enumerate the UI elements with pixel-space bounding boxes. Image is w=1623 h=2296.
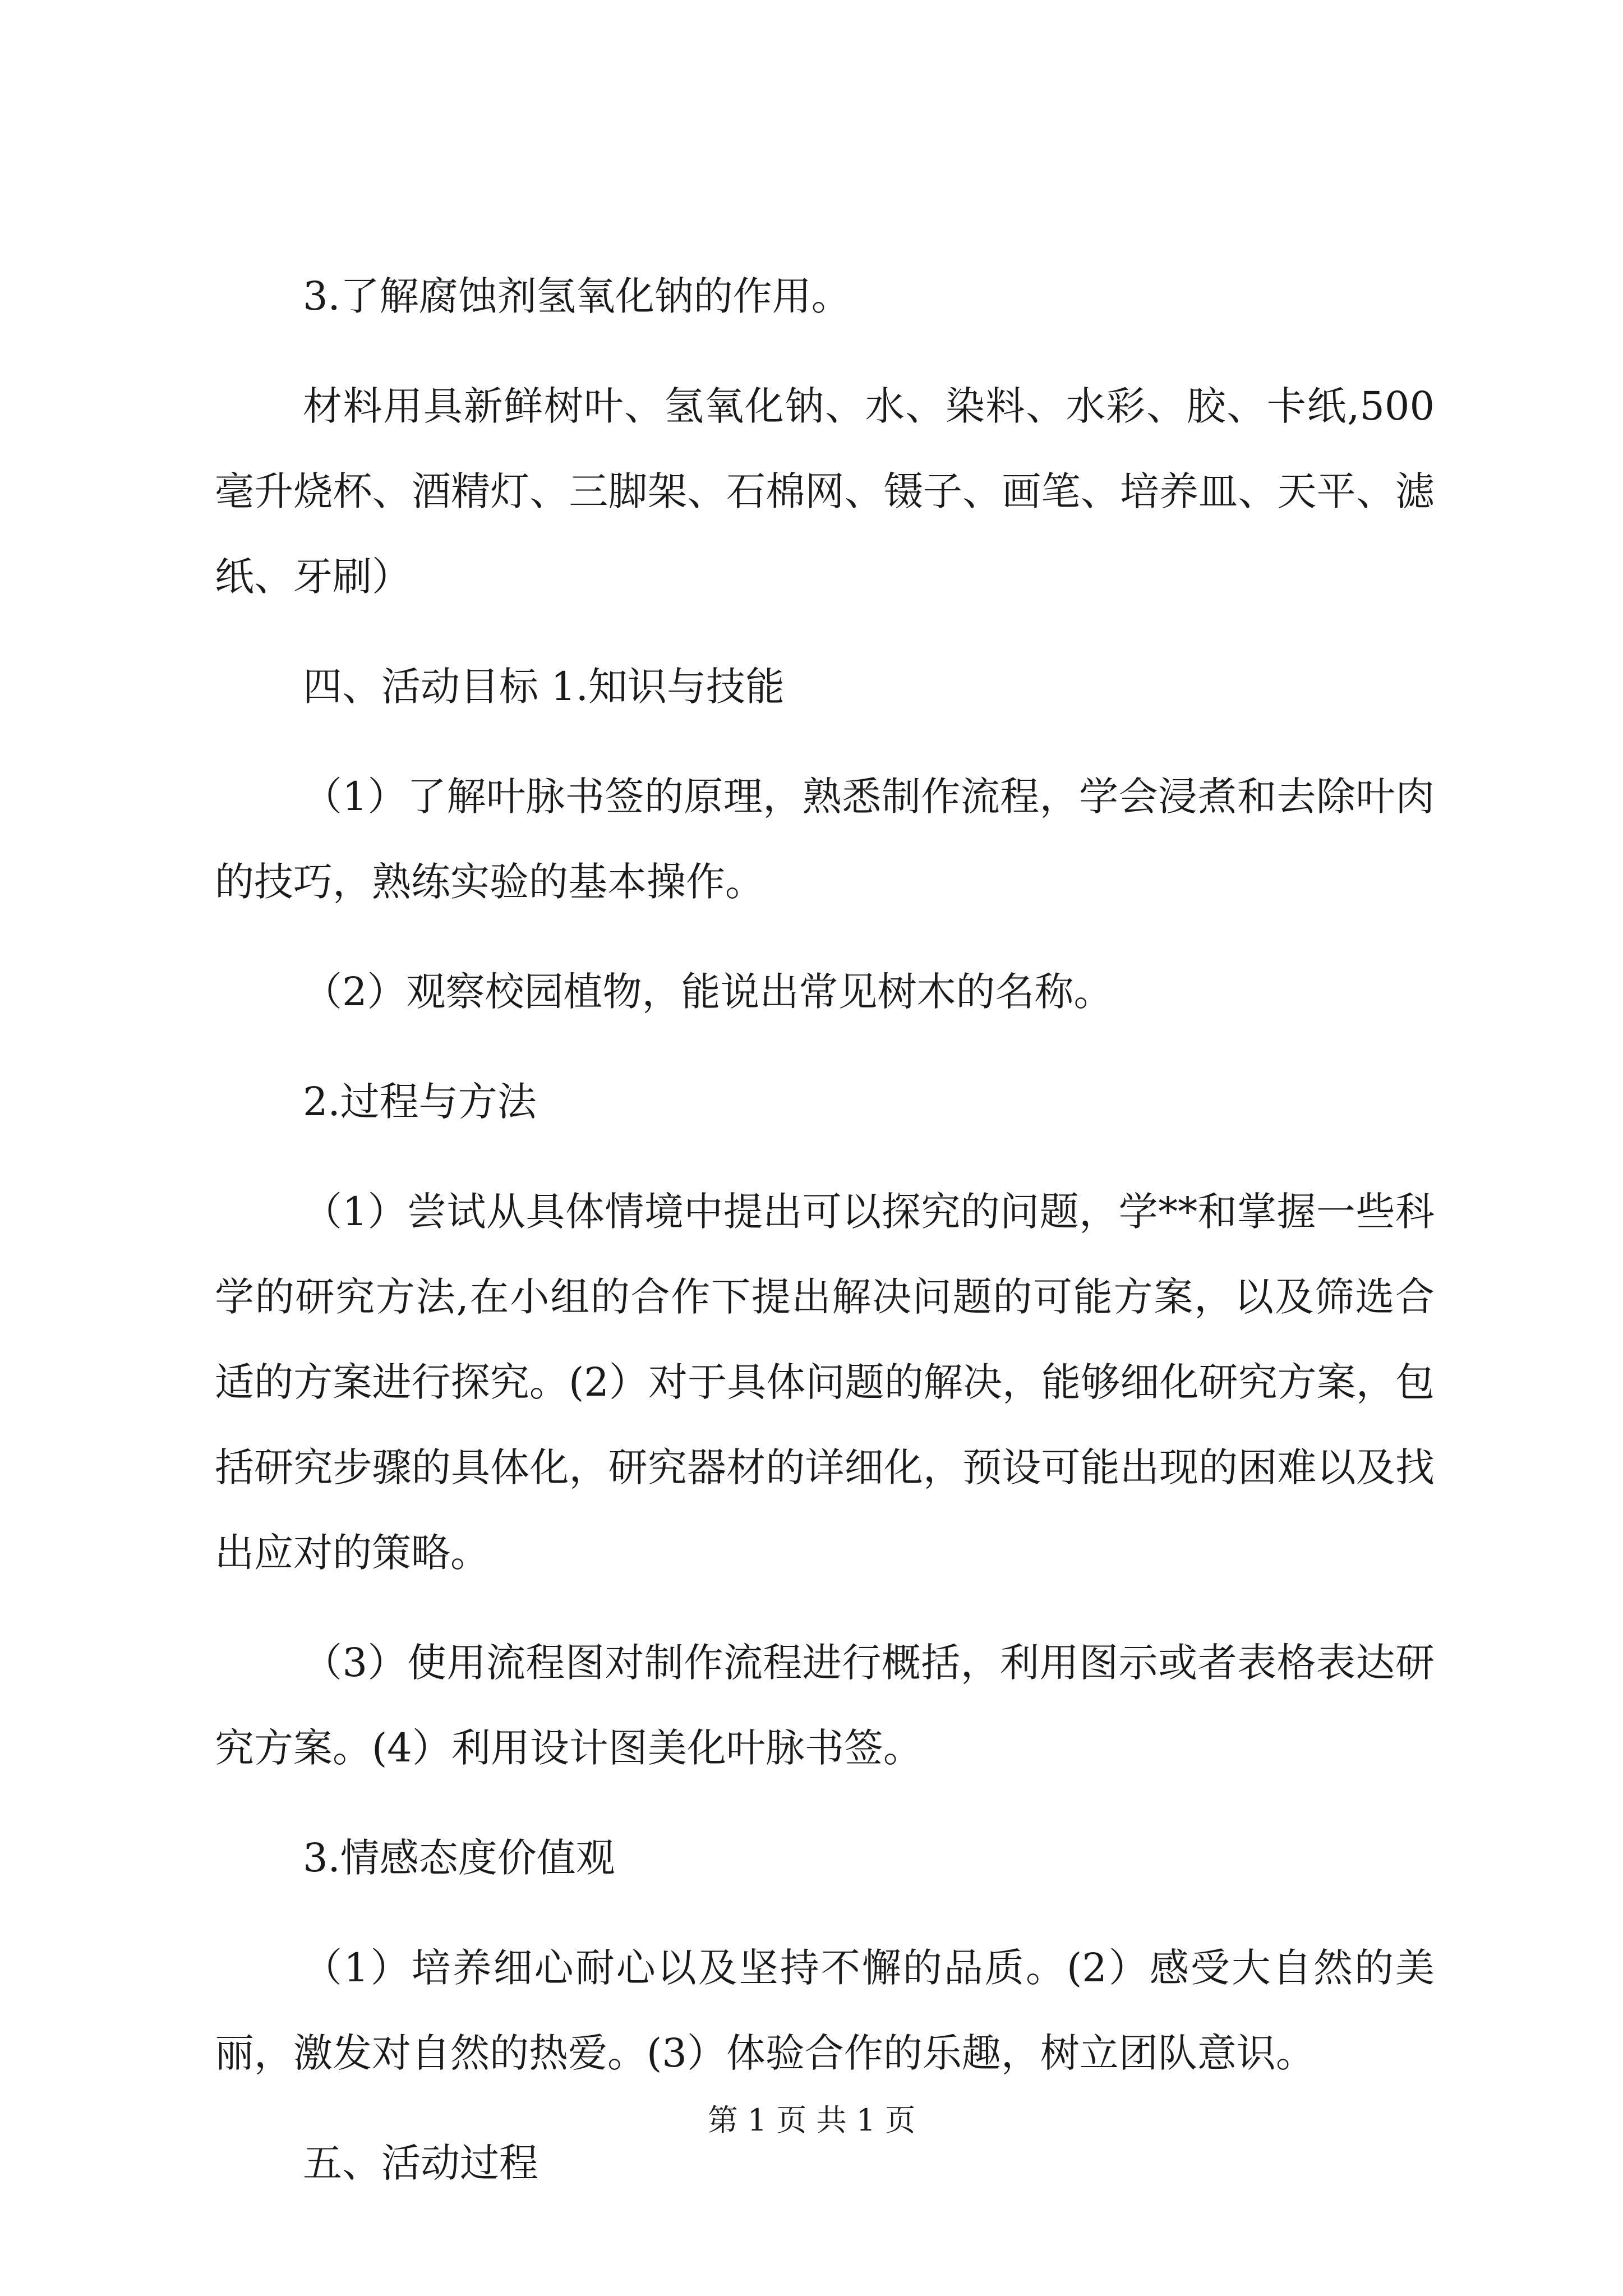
page-footer: 第 1 页 共 1 页 — [707, 2102, 916, 2138]
paragraph-knowledge-1: （1）了解叶脉书签的原理，熟悉制作流程，学会浸煮和去除叶肉的技巧，熟练实验的基本操作。 — [215, 774, 1435, 905]
subheading-process-method: 2.过程与方法 — [303, 1079, 537, 1125]
paragraph-knowledge-2: （2）观察校园植物，能说出常见树木的名称。 — [303, 969, 1113, 1015]
section-heading-activity-process: 五、活动过程 — [303, 2140, 538, 2186]
paragraph-materials: 材料用具新鲜树叶、氢氧化钠、水、染料、水彩、胶、卡纸,500毫升烧杯、酒精灯、三脚架、石棉网、镊子、画笔、培养皿、天平、滤纸、牙刷） — [215, 383, 1435, 600]
subheading-attitude-values: 3.情感态度价值观 — [303, 1835, 615, 1881]
section-heading-activity-goals: 四、活动目标 1.知识与技能 — [303, 664, 785, 710]
document-body — [215, 254, 1435, 2230]
paragraph-process-1-2: （1）尝试从具体情境中提出可以探究的问题，学**和掌握一些科学的研究方法,在小组的合作下提出解决问题的可能方案，以及筛选合适的方案进行探究。(2）对于具体问题的解决，能够细化研究方案，包括研究步骤的具体化，研究器材的详细化，预设可能出现的困难以及找出应对的策略。 — [215, 1189, 1435, 1576]
paragraph-objective-3: 3.了解腐蚀剂氢氧化钠的作用。 — [303, 273, 851, 319]
paragraph-attitude-values: （1）培养细心耐心以及坚持不懈的品质。(2）感受大自然的美丽，激发对自然的热爱。(3）体验合作的乐趣，树立团队意识。 — [215, 1945, 1435, 2076]
paragraph-process-3-4: （3）使用流程图对制作流程进行概括，利用图示或者表格表达研究方案。(4）利用设计图美化叶脉书签。 — [215, 1640, 1435, 1771]
